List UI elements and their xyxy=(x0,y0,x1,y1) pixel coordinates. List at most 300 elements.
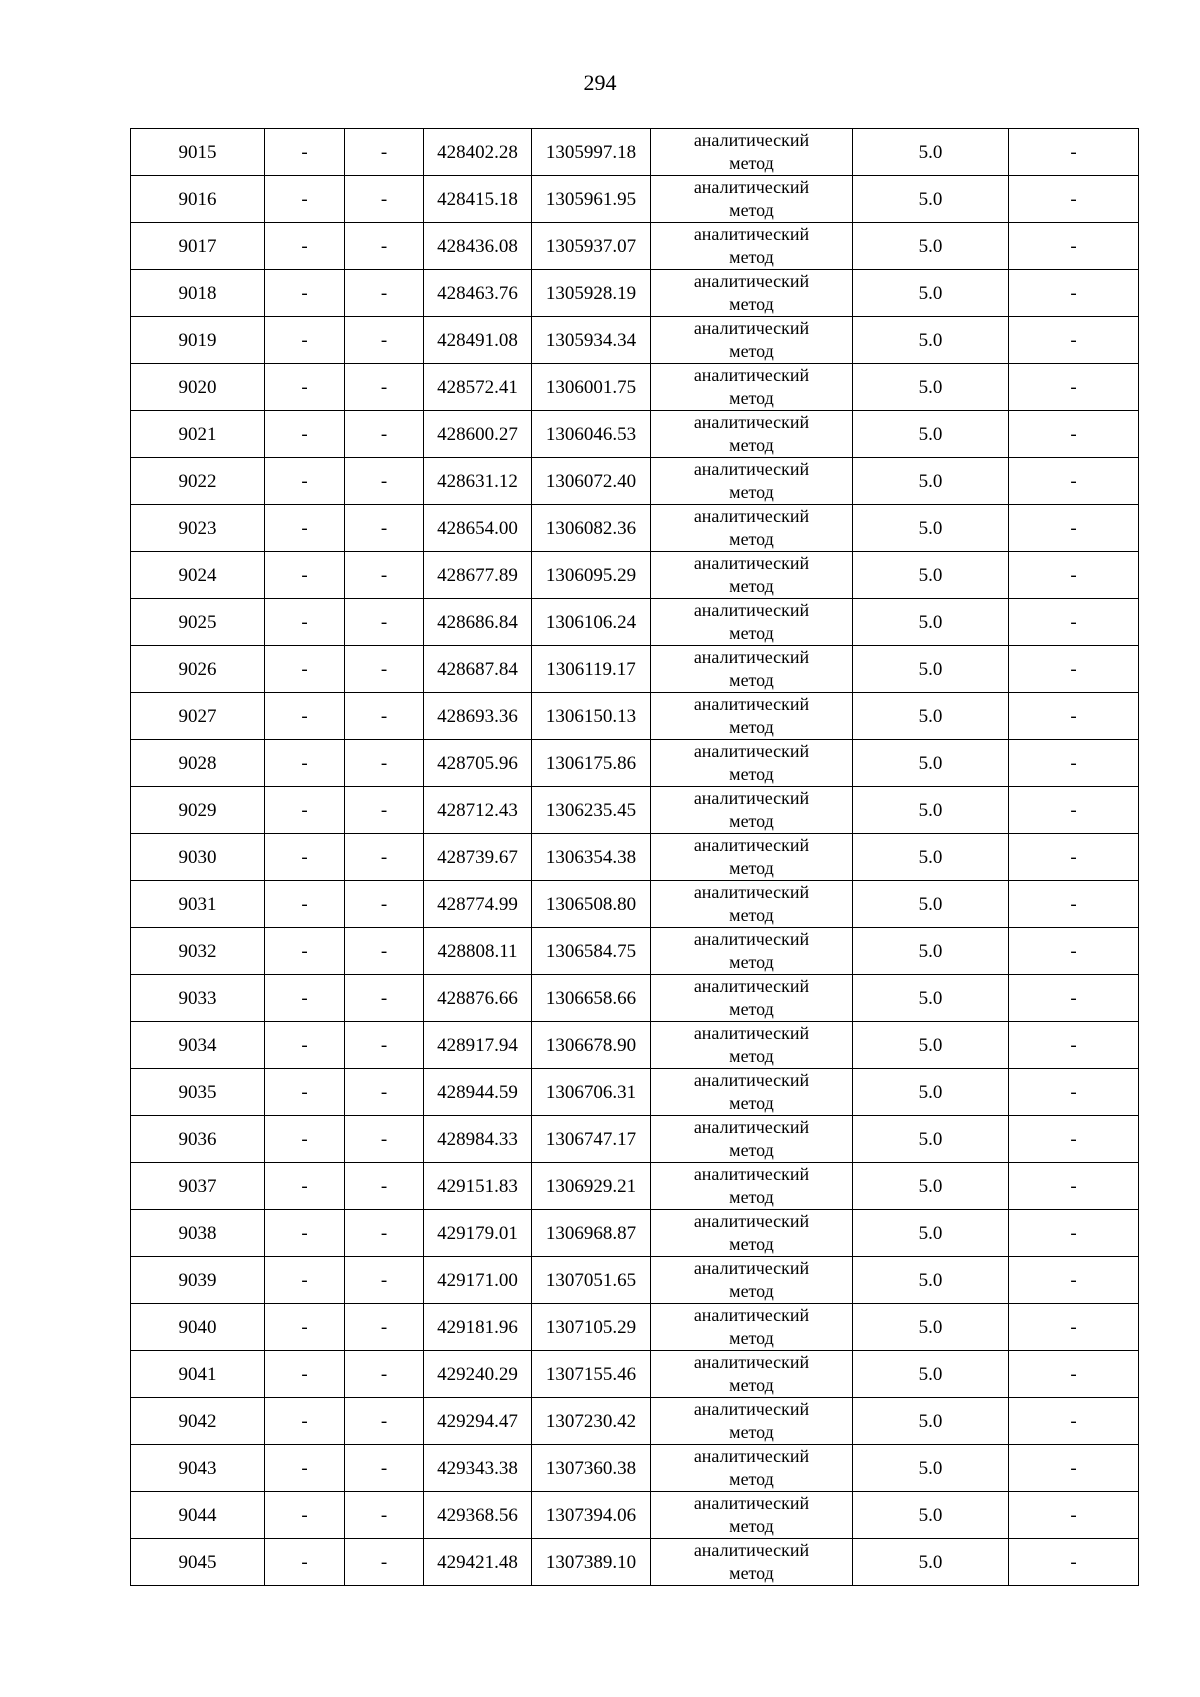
point-id-cell: 9016 xyxy=(131,176,265,223)
x-coordinate-cell: 428705.96 xyxy=(424,740,532,787)
x-coordinate-cell: 429294.47 xyxy=(424,1398,532,1445)
y-coordinate-cell: 1305961.95 xyxy=(532,176,651,223)
table-row xyxy=(131,1351,1139,1398)
method-label-line1: аналитический xyxy=(693,177,810,197)
table-row xyxy=(131,1304,1139,1351)
table-row xyxy=(131,1257,1139,1304)
x-coordinate-cell: 428415.18 xyxy=(424,176,532,223)
column-2-cell: - xyxy=(265,129,345,176)
method-label-line2: метод xyxy=(729,858,774,878)
method-cell xyxy=(651,646,853,693)
error-value-cell: 5.0 xyxy=(853,1492,1009,1539)
x-coordinate-cell: 428712.43 xyxy=(424,787,532,834)
table-row xyxy=(131,552,1139,599)
method-cell xyxy=(651,1210,853,1257)
method-label-line2: метод xyxy=(729,1140,774,1160)
table-row xyxy=(131,317,1139,364)
method-cell xyxy=(651,552,853,599)
error-value-cell: 5.0 xyxy=(853,317,1009,364)
y-coordinate-cell: 1307360.38 xyxy=(532,1445,651,1492)
column-2-cell: - xyxy=(265,223,345,270)
column-2-cell: - xyxy=(265,1022,345,1069)
error-value-cell: 5.0 xyxy=(853,1351,1009,1398)
method-cell xyxy=(651,1492,853,1539)
method-cell xyxy=(651,975,853,1022)
column-8-cell: - xyxy=(1009,646,1139,693)
method-label-line2: метод xyxy=(729,529,774,549)
column-3-cell: - xyxy=(345,1116,424,1163)
column-8-cell: - xyxy=(1009,834,1139,881)
y-coordinate-cell: 1306150.13 xyxy=(532,693,651,740)
column-2-cell: - xyxy=(265,881,345,928)
page-number: 294 xyxy=(583,70,617,95)
table-body xyxy=(131,129,1139,1586)
table-row xyxy=(131,1539,1139,1586)
method-cell xyxy=(651,1163,853,1210)
table-row xyxy=(131,1022,1139,1069)
method-label-line2: метод xyxy=(729,482,774,502)
error-value-cell: 5.0 xyxy=(853,787,1009,834)
column-3-cell: - xyxy=(345,1539,424,1586)
x-coordinate-cell: 429181.96 xyxy=(424,1304,532,1351)
y-coordinate-cell: 1306001.75 xyxy=(532,364,651,411)
method-label-line1: аналитический xyxy=(693,929,810,949)
column-2-cell: - xyxy=(265,1257,345,1304)
method-cell xyxy=(651,1398,853,1445)
error-value-cell: 5.0 xyxy=(853,1163,1009,1210)
y-coordinate-cell: 1306678.90 xyxy=(532,1022,651,1069)
method-label-line1: аналитический xyxy=(693,553,810,573)
error-value-cell: 5.0 xyxy=(853,693,1009,740)
column-3-cell: - xyxy=(345,505,424,552)
method-label-line2: метод xyxy=(729,764,774,784)
x-coordinate-cell: 428984.33 xyxy=(424,1116,532,1163)
column-2-cell: - xyxy=(265,176,345,223)
method-cell xyxy=(651,1304,853,1351)
column-2-cell: - xyxy=(265,458,345,505)
y-coordinate-cell: 1306175.86 xyxy=(532,740,651,787)
y-coordinate-cell: 1307230.42 xyxy=(532,1398,651,1445)
y-coordinate-cell: 1306072.40 xyxy=(532,458,651,505)
method-label-line1: аналитический xyxy=(693,130,810,150)
method-label-line2: метод xyxy=(729,294,774,314)
x-coordinate-cell: 428463.76 xyxy=(424,270,532,317)
column-8-cell: - xyxy=(1009,364,1139,411)
table-row xyxy=(131,505,1139,552)
point-id-cell: 9028 xyxy=(131,740,265,787)
column-8-cell: - xyxy=(1009,1022,1139,1069)
column-2-cell: - xyxy=(265,270,345,317)
method-cell xyxy=(651,834,853,881)
column-8-cell: - xyxy=(1009,176,1139,223)
error-value-cell: 5.0 xyxy=(853,1210,1009,1257)
x-coordinate-cell: 428876.66 xyxy=(424,975,532,1022)
method-cell xyxy=(651,129,853,176)
method-cell xyxy=(651,1539,853,1586)
column-3-cell: - xyxy=(345,176,424,223)
column-2-cell: - xyxy=(265,834,345,881)
table-row xyxy=(131,693,1139,740)
table-row xyxy=(131,975,1139,1022)
y-coordinate-cell: 1307389.10 xyxy=(532,1539,651,1586)
y-coordinate-cell: 1306082.36 xyxy=(532,505,651,552)
column-8-cell: - xyxy=(1009,928,1139,975)
point-id-cell: 9036 xyxy=(131,1116,265,1163)
method-cell xyxy=(651,1445,853,1492)
x-coordinate-cell: 428693.36 xyxy=(424,693,532,740)
method-label-line2: метод xyxy=(729,1422,774,1442)
y-coordinate-cell: 1306354.38 xyxy=(532,834,651,881)
x-coordinate-cell: 428917.94 xyxy=(424,1022,532,1069)
x-coordinate-cell: 429240.29 xyxy=(424,1351,532,1398)
method-label-line1: аналитический xyxy=(693,1258,810,1278)
method-label-line1: аналитический xyxy=(693,1352,810,1372)
table-row xyxy=(131,1445,1139,1492)
y-coordinate-cell: 1306706.31 xyxy=(532,1069,651,1116)
column-3-cell: - xyxy=(345,552,424,599)
column-8-cell: - xyxy=(1009,740,1139,787)
error-value-cell: 5.0 xyxy=(853,458,1009,505)
method-label-line1: аналитический xyxy=(693,271,810,291)
column-3-cell: - xyxy=(345,1022,424,1069)
point-id-cell: 9027 xyxy=(131,693,265,740)
method-label-line2: метод xyxy=(729,1469,774,1489)
y-coordinate-cell: 1306046.53 xyxy=(532,411,651,458)
column-3-cell: - xyxy=(345,458,424,505)
column-8-cell: - xyxy=(1009,787,1139,834)
table-row xyxy=(131,270,1139,317)
method-label-line1: аналитический xyxy=(693,600,810,620)
method-label-line2: метод xyxy=(729,999,774,1019)
y-coordinate-cell: 1306929.21 xyxy=(532,1163,651,1210)
method-label-line2: метод xyxy=(729,670,774,690)
method-label-line2: метод xyxy=(729,1563,774,1583)
column-2-cell: - xyxy=(265,364,345,411)
error-value-cell: 5.0 xyxy=(853,740,1009,787)
error-value-cell: 5.0 xyxy=(853,928,1009,975)
column-8-cell: - xyxy=(1009,1539,1139,1586)
point-id-cell: 9026 xyxy=(131,646,265,693)
column-8-cell: - xyxy=(1009,881,1139,928)
column-2-cell: - xyxy=(265,1116,345,1163)
method-cell xyxy=(651,317,853,364)
method-label-line1: аналитический xyxy=(693,1446,810,1466)
column-2-cell: - xyxy=(265,975,345,1022)
method-label-line2: метод xyxy=(729,811,774,831)
point-id-cell: 9039 xyxy=(131,1257,265,1304)
error-value-cell: 5.0 xyxy=(853,1398,1009,1445)
column-2-cell: - xyxy=(265,1398,345,1445)
method-label-line1: аналитический xyxy=(693,1070,810,1090)
error-value-cell: 5.0 xyxy=(853,881,1009,928)
column-3-cell: - xyxy=(345,834,424,881)
table-row xyxy=(131,740,1139,787)
table-row xyxy=(131,223,1139,270)
error-value-cell: 5.0 xyxy=(853,1304,1009,1351)
point-id-cell: 9015 xyxy=(131,129,265,176)
point-id-cell: 9018 xyxy=(131,270,265,317)
method-label-line2: метод xyxy=(729,153,774,173)
method-cell xyxy=(651,881,853,928)
y-coordinate-cell: 1306106.24 xyxy=(532,599,651,646)
column-2-cell: - xyxy=(265,317,345,364)
column-8-cell: - xyxy=(1009,1351,1139,1398)
method-label-line2: метод xyxy=(729,388,774,408)
column-8-cell: - xyxy=(1009,975,1139,1022)
y-coordinate-cell: 1306095.29 xyxy=(532,552,651,599)
error-value-cell: 5.0 xyxy=(853,552,1009,599)
method-cell xyxy=(651,599,853,646)
table-row xyxy=(131,1398,1139,1445)
table-row xyxy=(131,646,1139,693)
coordinates-table xyxy=(130,128,1139,1586)
error-value-cell: 5.0 xyxy=(853,505,1009,552)
column-3-cell: - xyxy=(345,223,424,270)
table-row xyxy=(131,458,1139,505)
error-value-cell: 5.0 xyxy=(853,270,1009,317)
column-2-cell: - xyxy=(265,787,345,834)
x-coordinate-cell: 429179.01 xyxy=(424,1210,532,1257)
column-2-cell: - xyxy=(265,1445,345,1492)
method-label-line1: аналитический xyxy=(693,318,810,338)
column-2-cell: - xyxy=(265,646,345,693)
point-id-cell: 9029 xyxy=(131,787,265,834)
x-coordinate-cell: 428436.08 xyxy=(424,223,532,270)
y-coordinate-cell: 1307155.46 xyxy=(532,1351,651,1398)
method-label-line2: метод xyxy=(729,1234,774,1254)
method-cell xyxy=(651,364,853,411)
method-label-line2: метод xyxy=(729,623,774,643)
column-8-cell: - xyxy=(1009,458,1139,505)
method-label-line1: аналитический xyxy=(693,459,810,479)
point-id-cell: 9045 xyxy=(131,1539,265,1586)
table-row xyxy=(131,599,1139,646)
column-8-cell: - xyxy=(1009,1304,1139,1351)
x-coordinate-cell: 429343.38 xyxy=(424,1445,532,1492)
method-cell xyxy=(651,176,853,223)
table-row xyxy=(131,176,1139,223)
x-coordinate-cell: 428631.12 xyxy=(424,458,532,505)
method-label-line1: аналитический xyxy=(693,224,810,244)
table-row xyxy=(131,928,1139,975)
table-row xyxy=(131,834,1139,881)
error-value-cell: 5.0 xyxy=(853,1257,1009,1304)
column-3-cell: - xyxy=(345,599,424,646)
y-coordinate-cell: 1306747.17 xyxy=(532,1116,651,1163)
column-3-cell: - xyxy=(345,1163,424,1210)
table-row xyxy=(131,787,1139,834)
point-id-cell: 9040 xyxy=(131,1304,265,1351)
method-label-line1: аналитический xyxy=(693,1164,810,1184)
method-label-line1: аналитический xyxy=(693,1023,810,1043)
point-id-cell: 9043 xyxy=(131,1445,265,1492)
method-cell xyxy=(651,787,853,834)
error-value-cell: 5.0 xyxy=(853,1022,1009,1069)
method-label-line1: аналитический xyxy=(693,412,810,432)
y-coordinate-cell: 1307051.65 xyxy=(532,1257,651,1304)
method-label-line2: метод xyxy=(729,200,774,220)
method-label-line1: аналитический xyxy=(693,1493,810,1513)
x-coordinate-cell: 428739.67 xyxy=(424,834,532,881)
y-coordinate-cell: 1306584.75 xyxy=(532,928,651,975)
column-8-cell: - xyxy=(1009,1445,1139,1492)
point-id-cell: 9031 xyxy=(131,881,265,928)
column-8-cell: - xyxy=(1009,1210,1139,1257)
x-coordinate-cell: 428808.11 xyxy=(424,928,532,975)
x-coordinate-cell: 428687.84 xyxy=(424,646,532,693)
point-id-cell: 9030 xyxy=(131,834,265,881)
column-2-cell: - xyxy=(265,1492,345,1539)
column-2-cell: - xyxy=(265,693,345,740)
x-coordinate-cell: 428491.08 xyxy=(424,317,532,364)
method-label-line2: метод xyxy=(729,1516,774,1536)
y-coordinate-cell: 1307394.06 xyxy=(532,1492,651,1539)
column-3-cell: - xyxy=(345,129,424,176)
error-value-cell: 5.0 xyxy=(853,599,1009,646)
method-label-line2: метод xyxy=(729,1046,774,1066)
point-id-cell: 9025 xyxy=(131,599,265,646)
method-label-line2: метод xyxy=(729,717,774,737)
method-label-line1: аналитический xyxy=(693,694,810,714)
column-2-cell: - xyxy=(265,505,345,552)
method-label-line1: аналитический xyxy=(693,1399,810,1419)
column-3-cell: - xyxy=(345,270,424,317)
point-id-cell: 9034 xyxy=(131,1022,265,1069)
y-coordinate-cell: 1306119.17 xyxy=(532,646,651,693)
point-id-cell: 9024 xyxy=(131,552,265,599)
table-row xyxy=(131,364,1139,411)
column-3-cell: - xyxy=(345,1351,424,1398)
column-3-cell: - xyxy=(345,881,424,928)
point-id-cell: 9042 xyxy=(131,1398,265,1445)
x-coordinate-cell: 429151.83 xyxy=(424,1163,532,1210)
table-row xyxy=(131,1210,1139,1257)
column-3-cell: - xyxy=(345,1445,424,1492)
column-2-cell: - xyxy=(265,411,345,458)
method-label-line2: метод xyxy=(729,1187,774,1207)
method-label-line1: аналитический xyxy=(693,1540,810,1560)
column-8-cell: - xyxy=(1009,270,1139,317)
column-8-cell: - xyxy=(1009,1116,1139,1163)
column-2-cell: - xyxy=(265,1351,345,1398)
method-label-line2: метод xyxy=(729,905,774,925)
table-row xyxy=(131,129,1139,176)
method-cell xyxy=(651,223,853,270)
method-label-line2: метод xyxy=(729,1093,774,1113)
method-cell xyxy=(651,411,853,458)
method-cell xyxy=(651,1022,853,1069)
y-coordinate-cell: 1306658.66 xyxy=(532,975,651,1022)
x-coordinate-cell: 428654.00 xyxy=(424,505,532,552)
method-label-line2: метод xyxy=(729,576,774,596)
column-2-cell: - xyxy=(265,599,345,646)
x-coordinate-cell: 428686.84 xyxy=(424,599,532,646)
column-3-cell: - xyxy=(345,1304,424,1351)
column-8-cell: - xyxy=(1009,129,1139,176)
y-coordinate-cell: 1305997.18 xyxy=(532,129,651,176)
method-label-line1: аналитический xyxy=(693,788,810,808)
method-cell xyxy=(651,740,853,787)
point-id-cell: 9037 xyxy=(131,1163,265,1210)
column-2-cell: - xyxy=(265,552,345,599)
method-label-line1: аналитический xyxy=(693,741,810,761)
column-3-cell: - xyxy=(345,1210,424,1257)
column-3-cell: - xyxy=(345,1398,424,1445)
method-label-line1: аналитический xyxy=(693,506,810,526)
column-8-cell: - xyxy=(1009,1257,1139,1304)
method-label-line1: аналитический xyxy=(693,365,810,385)
column-8-cell: - xyxy=(1009,1069,1139,1116)
column-3-cell: - xyxy=(345,740,424,787)
method-cell xyxy=(651,505,853,552)
column-3-cell: - xyxy=(345,317,424,364)
point-id-cell: 9020 xyxy=(131,364,265,411)
method-cell xyxy=(651,270,853,317)
error-value-cell: 5.0 xyxy=(853,129,1009,176)
column-3-cell: - xyxy=(345,787,424,834)
method-label-line2: метод xyxy=(729,1375,774,1395)
method-label-line1: аналитический xyxy=(693,835,810,855)
x-coordinate-cell: 428600.27 xyxy=(424,411,532,458)
x-coordinate-cell: 429421.48 xyxy=(424,1539,532,1586)
column-8-cell: - xyxy=(1009,317,1139,364)
column-3-cell: - xyxy=(345,411,424,458)
column-2-cell: - xyxy=(265,1304,345,1351)
error-value-cell: 5.0 xyxy=(853,646,1009,693)
y-coordinate-cell: 1305928.19 xyxy=(532,270,651,317)
table-row xyxy=(131,1116,1139,1163)
column-8-cell: - xyxy=(1009,1163,1139,1210)
method-cell xyxy=(651,693,853,740)
column-3-cell: - xyxy=(345,1069,424,1116)
table-row xyxy=(131,1069,1139,1116)
column-2-cell: - xyxy=(265,740,345,787)
x-coordinate-cell: 428774.99 xyxy=(424,881,532,928)
column-8-cell: - xyxy=(1009,552,1139,599)
error-value-cell: 5.0 xyxy=(853,176,1009,223)
method-label-line2: метод xyxy=(729,341,774,361)
point-id-cell: 9017 xyxy=(131,223,265,270)
method-label-line2: метод xyxy=(729,952,774,972)
error-value-cell: 5.0 xyxy=(853,364,1009,411)
x-coordinate-cell: 429171.00 xyxy=(424,1257,532,1304)
method-label-line1: аналитический xyxy=(693,1211,810,1231)
method-label-line2: метод xyxy=(729,1328,774,1348)
method-label-line2: метод xyxy=(729,247,774,267)
column-8-cell: - xyxy=(1009,411,1139,458)
column-2-cell: - xyxy=(265,1539,345,1586)
table-row xyxy=(131,1163,1139,1210)
method-cell xyxy=(651,1351,853,1398)
method-label-line1: аналитический xyxy=(693,976,810,996)
column-8-cell: - xyxy=(1009,505,1139,552)
x-coordinate-cell: 428572.41 xyxy=(424,364,532,411)
point-id-cell: 9044 xyxy=(131,1492,265,1539)
point-id-cell: 9041 xyxy=(131,1351,265,1398)
error-value-cell: 5.0 xyxy=(853,1445,1009,1492)
method-label-line1: аналитический xyxy=(693,1117,810,1137)
column-3-cell: - xyxy=(345,1257,424,1304)
method-label-line1: аналитический xyxy=(693,1305,810,1325)
column-3-cell: - xyxy=(345,975,424,1022)
column-3-cell: - xyxy=(345,693,424,740)
error-value-cell: 5.0 xyxy=(853,834,1009,881)
method-cell xyxy=(651,1257,853,1304)
x-coordinate-cell: 429368.56 xyxy=(424,1492,532,1539)
error-value-cell: 5.0 xyxy=(853,975,1009,1022)
column-2-cell: - xyxy=(265,1210,345,1257)
method-label-line1: аналитический xyxy=(693,882,810,902)
